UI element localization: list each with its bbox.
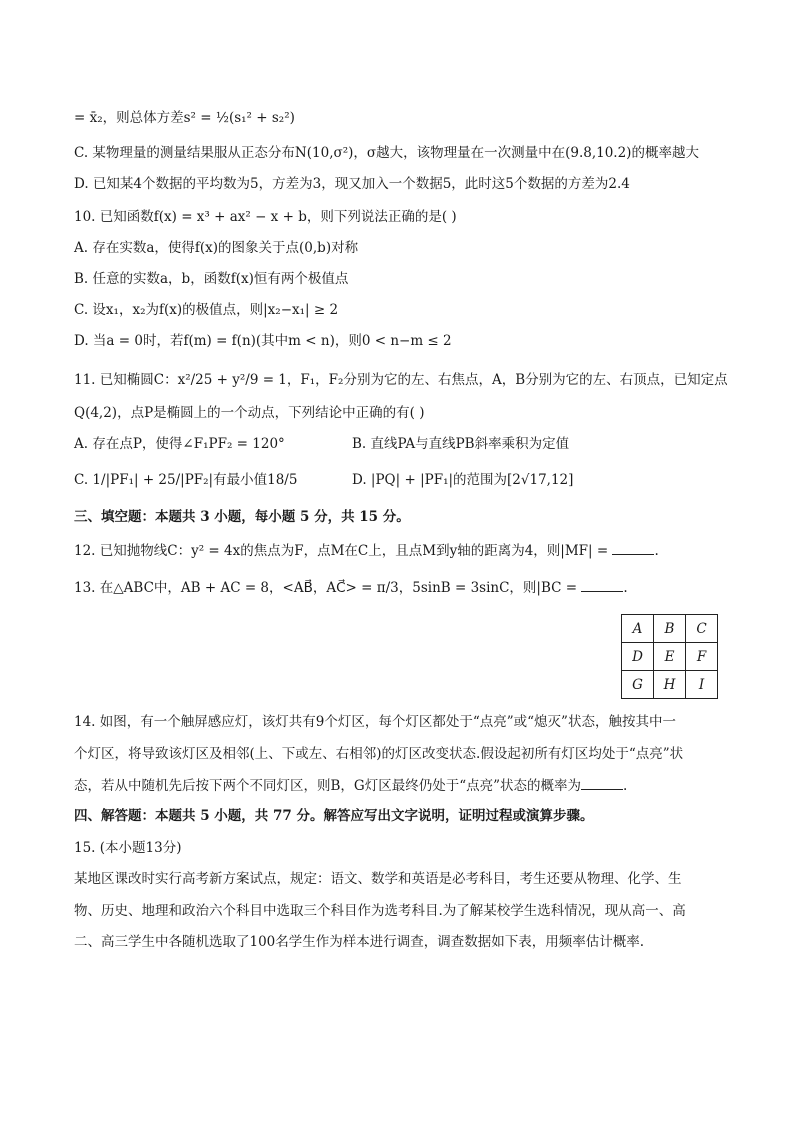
question-10-option-b: B. 任意的实数a，b，函数f(x)恒有两个极值点 xyxy=(74,271,349,287)
grid-row xyxy=(622,671,718,699)
question-15-paragraph-line-3: 二、高三学生中各随机选取了100名学生作为样本进行调查，调查数据如下表，用频率估计概率. xyxy=(74,934,645,950)
question-11-stem: 11. 已知椭圆C：x²/25 + y²/9 = 1，F₁，F₂分别为它的左、右焦点，A，B分别为它的左、右顶点，已知定点 xyxy=(74,372,728,388)
question-10-option-c: C. 设x₁，x₂为f(x)的极值点，则|x₂−x₁| ≥ 2 xyxy=(74,302,339,318)
question-12 xyxy=(74,540,659,561)
grid-cell-i: I xyxy=(686,671,718,699)
question-15-paragraph-line-2: 物、历史、地理和政治六个科目中选取三个科目作为选考科目.为了解某校学生选科情况，现从高一、高 xyxy=(74,903,686,919)
grid-cell-c: C xyxy=(686,615,718,643)
question-10-stem: 10. 已知函数f(x) = x³ + ax² − x + b，则下列说法正确的是( ) xyxy=(74,209,457,225)
question-10-option-d: D. 当a = 0时，若f(m) = f(n)(其中m < n)，则0 < n−m ≤ 2 xyxy=(74,333,452,349)
grid-cell-h: H xyxy=(654,671,686,699)
section-solution-heading: 四、解答题：本题共 5 小题，共 77 分。解答应写出文字说明，证明过程或演算步骤。 xyxy=(74,808,594,824)
grid-cell-e: E xyxy=(654,643,686,671)
question-14-text: 态，若从中随机先后按下两个不同灯区，则B，G灯区最终仍处于“点亮”状态的概率为 xyxy=(74,778,582,794)
question-14-stem: 14. 如图，有一个触屏感应灯，该灯共有9个灯区，每个灯区都处于“点亮”或“熄灭”状态，触按其中一 xyxy=(74,714,676,730)
question-11-option-a: A. 存在点P，使得∠F₁PF₂ = 120° xyxy=(74,436,285,452)
answer-blank-12 xyxy=(612,540,654,555)
question-10-option-a: A. 存在实数a，使得f(x)的图象关于点(0,b)对称 xyxy=(74,240,359,256)
question-11-option-b: B. 直线PA与直线PB斜率乘积为定值 xyxy=(352,436,570,452)
light-zone-grid xyxy=(621,614,718,699)
question-11-stem-cont: Q(4,2)，点P是椭圆上的一个动点，下列结论中正确的有( ) xyxy=(74,405,425,421)
option-d-variance: D. 已知某4个数据的平均数为5，方差为3，现又加入一个数据5，此时这5个数据的方差为2.4 xyxy=(74,176,630,192)
question-15-header: 15. (本小题13分) xyxy=(74,840,182,856)
answer-blank-13 xyxy=(581,577,623,592)
grid-cell-a: A xyxy=(622,615,654,643)
question-12-period: . xyxy=(654,543,659,559)
answer-blank-14 xyxy=(581,775,623,790)
grid-row xyxy=(622,643,718,671)
question-12-text: 12. 已知抛物线C：y² = 4x的焦点为F，点M在C上，且点M到y轴的距离为4，则|MF| = xyxy=(74,543,613,559)
question-11-option-d: D. |PQ| + |PF₁|的范围为[2√17,12] xyxy=(352,472,574,488)
question-13-text: 13. 在△ABC中，AB + AC = 8，<AB⃗，AC⃗> = π/3，5sinB = 3sinC，则|BC = xyxy=(74,580,582,596)
variance-formula-line: = x̄₂，则总体方差s² = ½(s₁² + s₂²) xyxy=(74,110,295,126)
question-14-stem-cont: 个灯区，将导致该灯区及相邻(上、下或左、右相邻)的灯区改变状态.假设起初所有灯区均处于“点亮”状 xyxy=(74,746,684,762)
question-11-option-c: C. 1/|PF₁| + 25/|PF₂|有最小值18/5 xyxy=(74,472,298,488)
question-13 xyxy=(74,577,628,598)
question-14 xyxy=(74,775,627,796)
question-15-paragraph-line-1: 某地区课改时实行高考新方案试点，规定：语文、数学和英语是必考科目，考生还要从物理、化学、生 xyxy=(74,871,682,887)
option-c-normal-distribution: C. 某物理量的测量结果服从正态分布N(10,σ²)，σ越大，该物理量在一次测量中在(9.8,10.2)的概率越大 xyxy=(74,145,699,161)
grid-cell-d: D xyxy=(622,643,654,671)
grid-cell-f: F xyxy=(686,643,718,671)
grid-row xyxy=(622,615,718,643)
section-fill-in-heading: 三、填空题：本题共 3 小题，每小题 5 分，共 15 分。 xyxy=(74,509,410,525)
question-14-period: . xyxy=(623,778,628,794)
grid-cell-b: B xyxy=(654,615,686,643)
question-13-period: . xyxy=(623,580,628,596)
grid-cell-g: G xyxy=(622,671,654,699)
